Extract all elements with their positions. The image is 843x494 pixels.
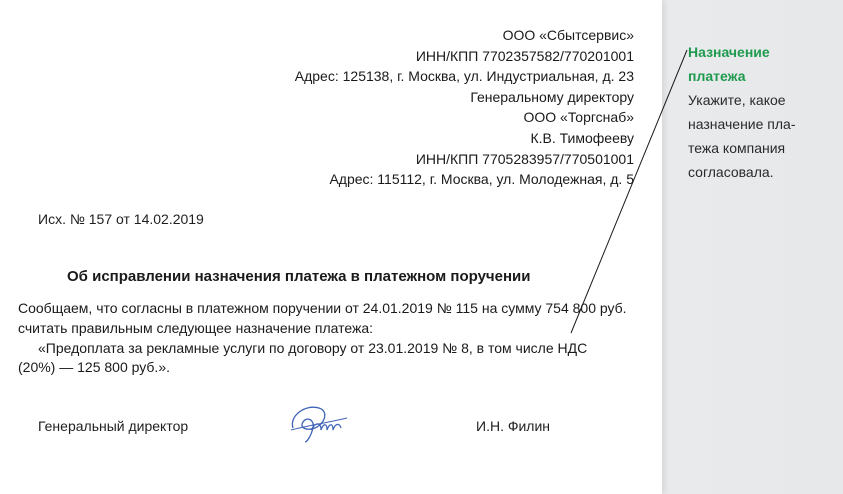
recipient-position: Генеральному директору <box>470 88 634 105</box>
annotation-text-line-3: тежа компания <box>688 140 786 156</box>
letter-body-line-2: считать правильным следующее назначение платежа: <box>18 320 374 336</box>
recipient-company: ООО «Торгснаб» <box>523 109 634 126</box>
annotation-text <box>688 88 796 184</box>
annotation-text-line-4: согласовала. <box>688 164 774 180</box>
letter-body-line-3: «Предоплата за рекламные услуги по договору от 23.01.2019 № 8, в том числе НДС <box>38 340 588 356</box>
letter-body-line-4: (20%) — 125 800 руб.». <box>18 359 170 375</box>
recipient-name: К.В. Тимофееву <box>530 129 634 146</box>
annotation-title-line-1: Назначение <box>688 44 770 60</box>
recipient-inn-kpp: ИНН/КПП 7705283957/770501001 <box>415 150 634 167</box>
sender-company: ООО «Сбытсервис» <box>502 27 634 43</box>
annotation-title-line-2: платежа <box>688 68 746 84</box>
letter-title: Об исправлении назначения платежа в платежном поручении <box>67 268 531 285</box>
signoff-position: Генеральный директор <box>38 418 189 434</box>
sender-inn-kpp: ИНН/КПП 7702357582/770201001 <box>415 47 634 64</box>
signoff-name: И.Н. Филин <box>476 418 551 434</box>
letter-body-line-1: Сообщаем, что согласны в платежном поручении от 24.01.2019 № 115 на сумму 754 800 руб. <box>18 300 627 316</box>
outgoing-number: Исх. № 157 от 14.02.2019 <box>38 211 204 227</box>
annotation-text-line-2: назначение пла- <box>688 116 796 132</box>
sender-address: Адрес: 125138, г. Москва, ул. Индустриальная, д. 23 <box>294 68 634 85</box>
annotation-title <box>688 40 770 88</box>
annotation-text-line-1: Укажите, какое <box>688 92 786 108</box>
recipient-address: Адрес: 115112, г. Москва, ул. Молодежная, д. 5 <box>329 171 634 188</box>
